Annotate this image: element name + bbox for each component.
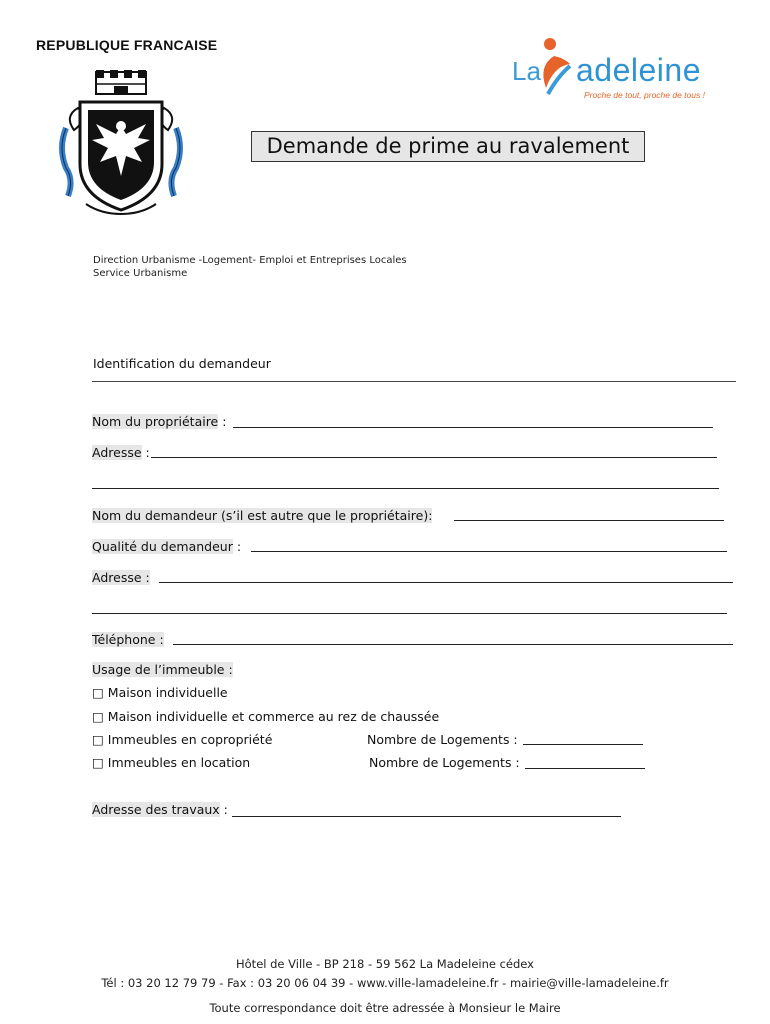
republique-francaise-heading: REPUBLIQUE FRANCAISE: [36, 37, 218, 53]
works-address-sep: :: [219, 802, 228, 817]
document-title: Demande de prime au ravalement: [266, 134, 630, 158]
option-location[interactable]: □ Immeubles en location: [92, 755, 251, 770]
address-field-line2[interactable]: [92, 488, 719, 489]
footer-address: Hôtel de Ville - BP 218 - 59 562 La Madeleine cédex: [236, 957, 534, 971]
applicant-address-field-line2[interactable]: [92, 613, 727, 614]
applicant-name-label: Nom du demandeur (s’il est autre que le propriétaire):: [92, 508, 433, 523]
applicant-name-field[interactable]: [454, 520, 724, 521]
city-coat-of-arms-icon: [56, 68, 186, 218]
direction-block: [93, 254, 407, 280]
applicant-quality-field[interactable]: [251, 551, 727, 552]
address-sep: :: [141, 445, 150, 460]
footer-contact: Tél : 03 20 12 79 79 - Fax : 03 20 06 04 39 - www.ville-lamadeleine.fr - mairie@ville-lamadeleine.fr: [101, 976, 669, 990]
owner-name-label: Nom du propriétaire: [92, 414, 219, 429]
logements-field-2[interactable]: [525, 768, 645, 769]
address-label: Adresse: [92, 445, 142, 460]
applicant-address-label-row: [92, 570, 150, 586]
works-address-label-row: [92, 802, 228, 818]
logements-label-1: Nombre de Logements :: [367, 732, 518, 747]
applicant-quality-sep: :: [232, 539, 242, 554]
works-address-label: Adresse des travaux: [92, 802, 220, 817]
address-field-line1[interactable]: [151, 457, 717, 458]
applicant-name-label-row: [92, 508, 432, 524]
direction-line: Direction Urbanisme -Logement- Emploi et Entreprises Locales: [93, 255, 407, 266]
address-label-row: [92, 445, 150, 461]
footer-correspondence: Toute correspondance doit être adressée à Monsieur le Maire: [209, 1001, 561, 1015]
applicant-quality-label: Qualité du demandeur: [92, 539, 233, 554]
owner-name-field[interactable]: [233, 427, 713, 428]
owner-name-sep: :: [218, 414, 227, 429]
owner-name-label-row: [92, 414, 226, 430]
service-line: Service Urbanisme: [93, 268, 188, 279]
usage-label-row: [92, 662, 233, 678]
applicant-quality-label-row: [92, 539, 241, 555]
option-maison-individuelle[interactable]: □ Maison individuelle: [92, 685, 228, 700]
section-divider: [92, 381, 736, 382]
phone-field[interactable]: [173, 644, 733, 645]
usage-label: Usage de l’immeuble :: [92, 662, 233, 677]
option-copropriete[interactable]: □ Immeubles en copropriété: [92, 732, 273, 747]
option-maison-commerce[interactable]: □ Maison individuelle et commerce au rez de chaussée: [92, 709, 440, 724]
works-address-field[interactable]: [232, 816, 621, 817]
applicant-address-field-line1[interactable]: [159, 582, 733, 583]
logements-label-2: Nombre de Logements :: [369, 755, 520, 770]
phone-label: Téléphone :: [92, 632, 164, 647]
logo-text-la: La: [512, 56, 541, 86]
logo-tagline: Proche de tout, proche de tous !: [584, 90, 705, 100]
logo-text-madeleine: adeleine: [576, 52, 701, 88]
section-title: Identification du demandeur: [93, 356, 271, 371]
phone-label-row: [92, 632, 164, 648]
applicant-address-label: Adresse :: [92, 570, 150, 585]
logements-field-1[interactable]: [523, 744, 643, 745]
